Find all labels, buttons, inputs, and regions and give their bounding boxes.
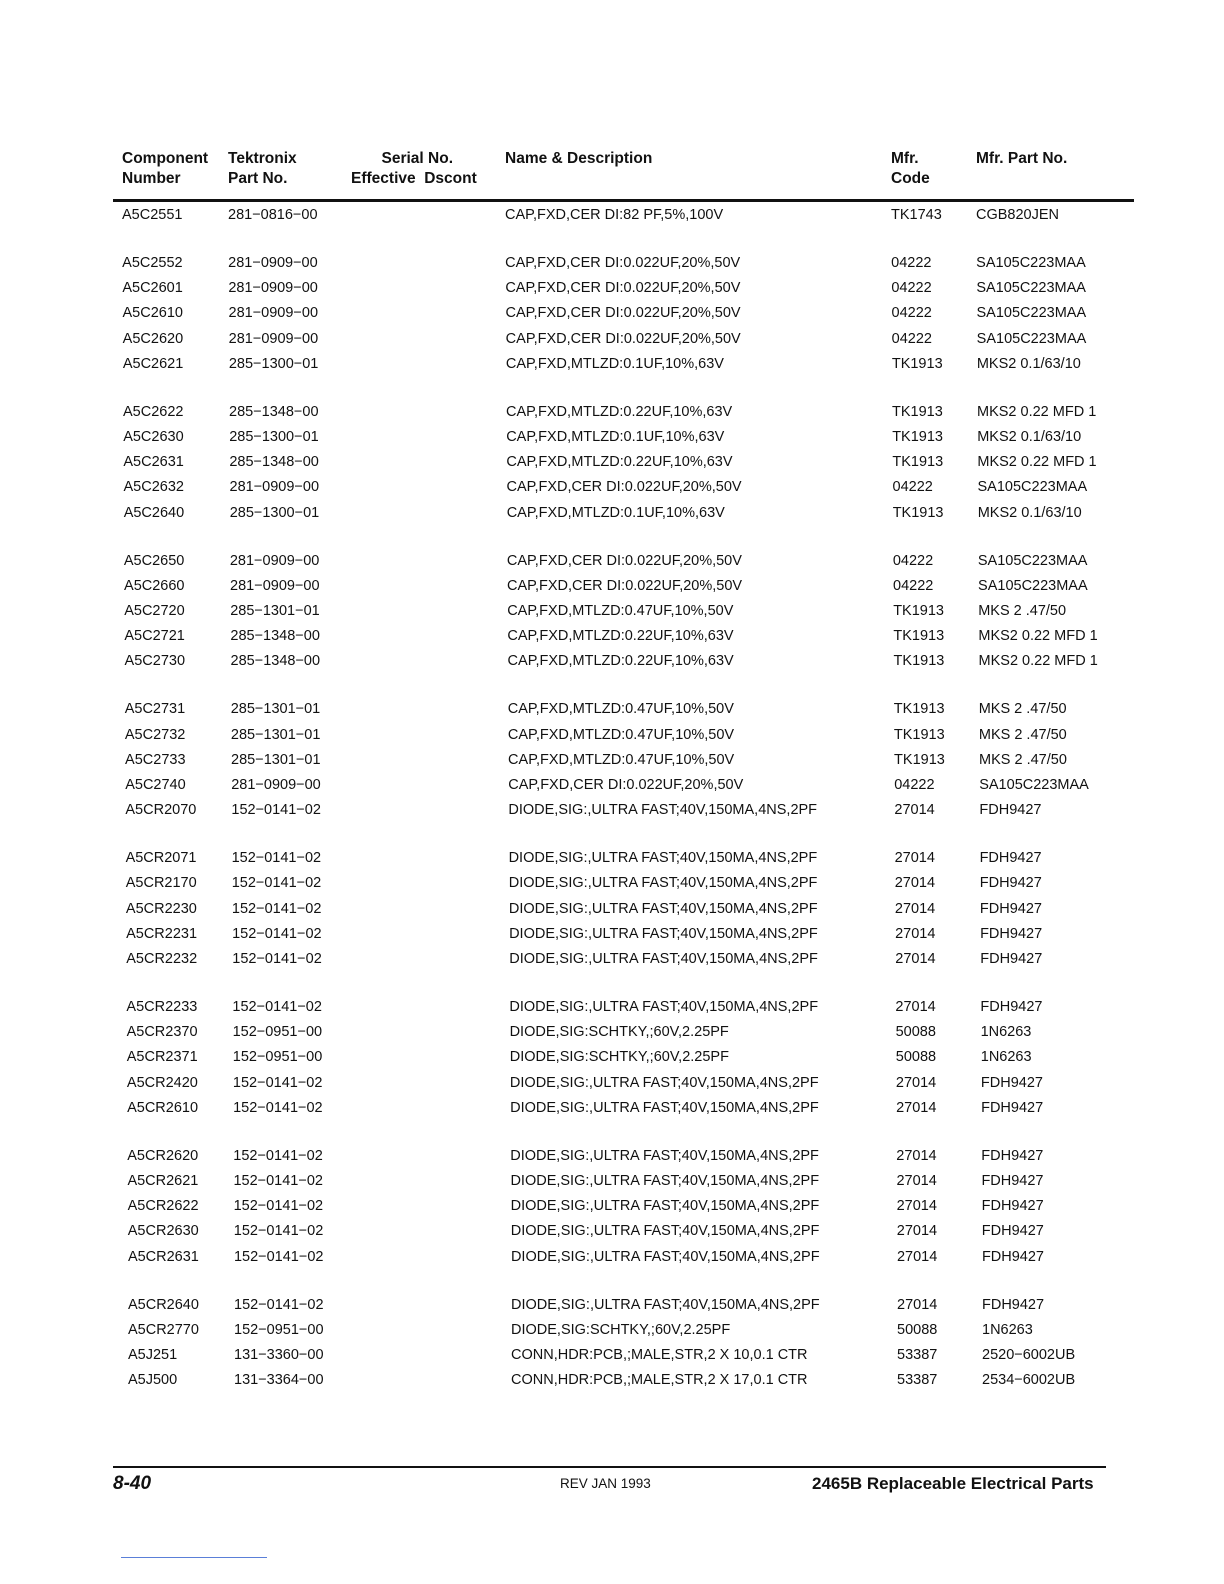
mfr-part-cell: MKS 2 .47/50 [978,726,1067,743]
component-number-cell: A5C2631 [123,454,184,471]
component-number-cell: A5C2632 [123,479,184,496]
description-cell: DIODE,SIG:,ULTRA FAST;40V,150MA,4NS,2PF [509,1074,819,1091]
header-divider [113,199,1134,202]
component-number-cell: A5CR2420 [126,1074,198,1091]
mfr-code-cell: 53387 [897,1347,938,1363]
component-number-cell: A5CR2071 [125,850,197,867]
component-number-cell: A5C2601 [122,280,183,297]
description-cell: DIODE,SIG:SCHTKY,;60V,2.25PF [509,1049,729,1066]
component-number-cell: A5C2721 [124,628,185,645]
component-number-cell: A5CR2232 [126,951,198,967]
mfr-code-cell: 04222 [892,552,934,569]
tektronix-part-cell: 152−0141−02 [231,875,322,892]
mfr-code-cell: 27014 [896,1173,937,1189]
header-tektronix-part-no: Tektronix Part No. [228,150,297,187]
mfr-code-cell: 27014 [896,1248,938,1265]
mfr-part-cell: 1N6263 [980,1024,1032,1041]
mfr-part-cell: MKS2 0.1/63/10 [977,429,1082,445]
tektronix-part-cell: 285−1348−00 [230,628,320,645]
mfr-part-cell: FDH9427 [980,999,1043,1015]
component-number-cell: A5J500 [128,1372,178,1389]
mfr-part-cell: 2520−6002UB [982,1347,1076,1363]
mfr-code-cell: 27014 [894,900,936,917]
table-header [122,149,1134,199]
tektronix-part-cell: 285−1300−01 [229,429,319,445]
component-number-cell: A5C2551 [122,207,183,223]
mfr-part-cell: SA105C223MAA [979,777,1089,793]
header-serial-no: Serial No. Effective Dscont [351,150,477,187]
description-cell: DIODE,SIG:,ULTRA FAST;40V,150MA,4NS,2PF [510,1147,819,1164]
mfr-code-cell: TK1913 [893,726,945,743]
description-cell: CAP,FXD,MTLZD:0.47UF,10%,50V [508,751,735,768]
footer-title: 2465B Replaceable Electrical Parts [812,1474,1094,1493]
mfr-part-cell: MKS 2 .47/50 [978,603,1067,619]
component-number-cell: A5C2730 [124,653,186,670]
mfr-code-cell: TK1913 [893,628,945,645]
description-cell: CAP,FXD,CER DI:0.022UF,20%,50V [506,552,742,569]
mfr-part-cell: SA105C223MAA [976,280,1086,297]
tektronix-part-cell: 285−1348−00 [229,403,319,420]
component-number-cell: A5CR2231 [126,925,198,942]
component-number-cell: A5C2650 [123,552,185,569]
component-number-cell: A5CR2070 [125,802,197,819]
header-mfr-code: Mfr. Code [891,150,930,187]
component-number-cell: A5C2621 [122,355,184,372]
mfr-part-cell: MKS2 0.1/63/10 [977,504,1082,521]
description-cell: CAP,FXD,CER DI:0.022UF,20%,50V [507,577,743,594]
tektronix-part-cell: 285−1301−01 [230,701,321,718]
component-number-cell: A5C2620 [122,330,184,347]
header-mfr-part-no: Mfr. Part No. [976,150,1068,167]
component-number-cell: A5CR2622 [127,1198,199,1215]
component-number-cell: A5CR2233 [126,999,198,1015]
mfr-code-cell: 04222 [891,305,932,322]
component-number-cell: A5CR2230 [125,900,197,917]
tektronix-part-cell: 281−0909−00 [230,577,320,594]
mfr-code-cell: 27014 [896,1147,937,1164]
component-number-cell: A5CR2621 [127,1173,199,1189]
mfr-code-cell: 04222 [891,280,932,297]
mfr-part-cell: MKS 2 .47/50 [978,701,1067,718]
description-cell: CAP,FXD,MTLZD:0.1UF,10%,63V [505,355,724,372]
mfr-part-cell: FDH9427 [982,1296,1045,1313]
tektronix-part-cell: 152−0141−02 [232,951,322,967]
mfr-code-cell: 50088 [895,1024,936,1041]
description-cell: CAP,FXD,MTLZD:0.47UF,10%,50V [507,701,734,718]
tektronix-part-cell: 152−0141−02 [233,1099,323,1116]
description-cell: CONN,HDR:PCB,;MALE,STR,2 X 10,0.1 CTR [511,1347,808,1363]
tektronix-part-cell: 281−0909−00 [229,552,320,569]
description-cell: CAP,FXD,CER DI:0.022UF,20%,50V [505,255,741,271]
tektronix-part-cell: 285−1348−00 [229,454,319,471]
tektronix-part-cell: 152−0141−02 [234,1296,324,1313]
mfr-code-cell: 04222 [892,479,933,496]
description-cell: CAP,FXD,MTLZD:0.47UF,10%,50V [507,726,735,743]
description-cell: DIODE,SIG:SCHTKY,;60V,2.25PF [511,1321,731,1338]
description-cell: DIODE,SIG:,ULTRA FAST;40V,150MA,4NS,2PF [511,1296,820,1313]
footnote-rule [121,1557,267,1558]
component-number-cell: A5CR2631 [127,1248,199,1265]
description-cell: DIODE,SIG:,ULTRA FAST;40V,150MA,4NS,2PF [509,951,818,967]
mfr-code-cell: 27014 [894,802,935,819]
mfr-part-cell: MKS2 0.1/63/10 [976,355,1081,372]
mfr-part-cell: FDH9427 [979,900,1042,917]
component-number-cell: A5C2733 [125,751,186,768]
tektronix-part-cell: 152−0141−02 [233,1223,324,1240]
component-number-cell: A5CR2770 [128,1321,199,1338]
tektronix-part-cell: 281−0909−00 [231,777,321,793]
description-cell: CAP,FXD,MTLZD:0.22UF,10%,63V [507,653,734,670]
tektronix-part-cell: 152−0141−02 [232,925,322,942]
component-number-cell: A5C2740 [125,777,186,793]
mfr-code-cell: 27014 [895,925,936,942]
mfr-code-cell: 27014 [894,850,935,867]
mfr-part-cell: 1N6263 [982,1321,1033,1338]
mfr-part-cell: FDH9427 [980,951,1043,967]
mfr-part-cell: MKS 2 .47/50 [979,751,1067,768]
header-component-number: Component Number [122,150,209,187]
mfr-part-cell: SA105C223MAA [976,305,1087,322]
mfr-code-cell: 04222 [894,777,935,793]
mfr-part-cell: MKS2 0.22 MFD 1 [977,454,1097,471]
tektronix-part-cell: 285−1300−01 [229,504,320,521]
mfr-code-cell: 27014 [897,1296,938,1313]
description-cell: CAP,FXD,CER DI:0.022UF,20%,50V [506,479,742,496]
component-number-cell: A5C2622 [123,403,184,420]
mfr-code-cell: TK1913 [893,603,944,619]
tektronix-part-cell: 152−0141−02 [233,1173,323,1189]
description-cell: DIODE,SIG:,ULTRA FAST;40V,150MA,4NS,2PF [510,1223,820,1240]
mfr-code-cell: 50088 [895,1049,937,1066]
component-number-cell: A5C2732 [124,726,186,743]
tektronix-part-cell: 285−1301−01 [231,751,321,768]
component-number-cell: A5CR2630 [127,1223,199,1240]
description-cell: DIODE,SIG:,ULTRA FAST;40V,150MA,4NS,2PF [508,850,818,867]
footer-page-number: 8-40 [113,1473,152,1494]
description-cell: DIODE,SIG:,ULTRA FAST;40V,150MA,4NS,2PF [510,1173,820,1189]
mfr-part-cell: FDH9427 [981,1147,1044,1164]
description-cell: CAP,FXD,CER DI:0.022UF,20%,50V [505,280,741,297]
mfr-part-cell: 2534−6002UB [982,1372,1076,1389]
description-cell: DIODE,SIG:,ULTRA FAST;40V,150MA,4NS,2PF [508,802,818,819]
mfr-code-cell: TK1913 [893,653,945,670]
component-number-cell: A5CR2371 [126,1049,198,1066]
component-number-cell: A5J251 [128,1347,178,1363]
mfr-part-cell: FDH9427 [981,1198,1044,1215]
description-cell: CAP,FXD,MTLZD:0.22UF,10%,63V [506,454,733,471]
description-cell: CAP,FXD,MTLZD:0.22UF,10%,63V [507,628,734,645]
mfr-part-cell: FDH9427 [980,1074,1043,1091]
tektronix-part-cell: 131−3360−00 [234,1347,324,1363]
component-number-cell: A5CR2640 [128,1296,199,1313]
component-number-cell: A5CR2610 [127,1099,199,1116]
mfr-code-cell: 53387 [897,1372,938,1389]
mfr-part-cell: FDH9427 [980,925,1043,942]
mfr-part-cell: CGB820JEN [976,207,1060,223]
mfr-code-cell: 27014 [894,875,936,892]
mfr-part-cell: FDH9427 [981,1248,1044,1265]
mfr-code-cell: TK1913 [894,751,945,768]
tektronix-part-cell: 152−0951−00 [232,1024,323,1041]
mfr-part-cell: SA105C223MAA [977,479,1088,496]
tektronix-part-cell: 285−1301−01 [230,726,321,743]
description-cell: CAP,FXD,CER DI:0.022UF,20%,50V [505,305,741,322]
mfr-code-cell: TK1913 [892,403,943,420]
component-number-cell: A5CR2370 [126,1024,198,1041]
tektronix-part-cell: 152−0951−00 [234,1321,324,1338]
component-number-cell: A5CR2170 [125,875,197,892]
component-number-cell: A5C2720 [124,603,185,619]
mfr-code-cell: TK1913 [891,355,943,372]
mfr-code-cell: 04222 [891,330,932,347]
mfr-code-cell: 27014 [895,1074,937,1091]
description-cell: DIODE,SIG:,ULTRA FAST;40V,150MA,4NS,2PF [509,999,819,1015]
tektronix-part-cell: 152−0141−02 [231,900,322,917]
description-cell: DIODE,SIG:,ULTRA FAST;40V,150MA,4NS,2PF [508,900,818,917]
tektronix-part-cell: 281−0909−00 [228,330,319,347]
description-cell: CAP,FXD,MTLZD:0.1UF,10%,63V [506,504,725,521]
description-cell: DIODE,SIG:,ULTRA FAST;40V,150MA,4NS,2PF [508,875,818,892]
mfr-part-cell: FDH9427 [981,1099,1044,1116]
mfr-code-cell: TK1913 [892,504,944,521]
tektronix-part-cell: 281−0909−00 [228,305,319,322]
component-number-cell: A5C2640 [123,504,185,521]
mfr-part-cell: 1N6263 [980,1049,1032,1066]
mfr-part-cell: MKS2 0.22 MFD 1 [978,628,1098,645]
tektronix-part-cell: 152−0951−00 [232,1049,323,1066]
description-cell: CAP,FXD,CER DI:0.022UF,20%,50V [508,777,744,793]
component-number-cell: A5CR2620 [127,1147,199,1164]
mfr-part-cell: FDH9427 [979,802,1042,819]
description-cell: DIODE,SIG:SCHTKY,;60V,2.25PF [509,1024,729,1041]
component-number-cell: A5C2731 [124,701,186,718]
description-cell: CONN,HDR:PCB,;MALE,STR,2 X 17,0.1 CTR [511,1372,808,1389]
tektronix-part-cell: 281−0816−00 [228,207,318,223]
mfr-code-cell: 27014 [895,951,936,967]
tektronix-part-cell: 281−0909−00 [228,280,318,297]
mfr-part-cell: FDH9427 [979,850,1042,867]
description-cell: CAP,FXD,CER DI:0.022UF,20%,50V [505,330,741,347]
mfr-code-cell: TK1913 [892,429,943,445]
mfr-part-cell: SA105C223MAA [976,255,1086,271]
description-cell: CAP,FXD,CER DI:82 PF,5%,100V [505,207,724,223]
mfr-part-cell: FDH9427 [981,1223,1044,1240]
mfr-code-cell: TK1743 [891,207,942,223]
mfr-code-cell: 04222 [891,255,932,271]
header-name-description: Name & Description [505,150,653,167]
mfr-part-cell: FDH9427 [981,1173,1044,1189]
mfr-part-cell: SA105C223MAA [977,552,1088,569]
tektronix-part-cell: 152−0141−02 [231,802,321,819]
description-cell: CAP,FXD,MTLZD:0.22UF,10%,63V [506,403,733,420]
mfr-code-cell: 27014 [895,999,936,1015]
tektronix-part-cell: 152−0141−02 [233,1198,324,1215]
mfr-code-cell: 27014 [896,1223,938,1240]
mfr-part-cell: MKS2 0.22 MFD 1 [978,653,1098,670]
tektronix-part-cell: 131−3364−00 [234,1372,324,1389]
mfr-part-cell: FDH9427 [979,875,1042,892]
description-cell: CAP,FXD,MTLZD:0.47UF,10%,50V [507,603,734,619]
description-cell: DIODE,SIG:,ULTRA FAST;40V,150MA,4NS,2PF [510,1099,819,1116]
mfr-part-cell: SA105C223MAA [978,577,1088,594]
mfr-part-cell: SA105C223MAA [976,330,1087,347]
tektronix-part-cell: 285−1301−01 [230,603,320,619]
tektronix-part-cell: 285−1300−01 [228,355,319,372]
description-cell: CAP,FXD,MTLZD:0.1UF,10%,63V [506,429,725,445]
description-cell: DIODE,SIG:,ULTRA FAST;40V,150MA,4NS,2PF [509,925,818,942]
component-number-cell: A5C2610 [122,305,183,322]
footer-divider [113,1466,1106,1468]
tektronix-part-cell: 152−0141−02 [232,1074,323,1091]
component-number-cell: A5C2552 [122,255,183,271]
tektronix-part-cell: 152−0141−02 [233,1147,323,1164]
tektronix-part-cell: 281−0909−00 [229,479,320,496]
tektronix-part-cell: 285−1348−00 [230,653,321,670]
mfr-code-cell: 50088 [897,1321,938,1338]
component-number-cell: A5C2660 [124,577,185,594]
footer-revision: REV JAN 1993 [560,1476,651,1491]
tektronix-part-cell: 152−0141−02 [231,850,322,867]
description-cell: DIODE,SIG:,ULTRA FAST;40V,150MA,4NS,2PF [510,1248,820,1265]
component-number-cell: A5C2630 [123,429,184,445]
mfr-code-cell: 27014 [896,1099,937,1116]
tektronix-part-cell: 152−0141−02 [233,1248,324,1265]
description-cell: DIODE,SIG:,ULTRA FAST;40V,150MA,4NS,2PF [510,1198,820,1215]
mfr-code-cell: TK1913 [892,454,944,471]
mfr-code-cell: 27014 [896,1198,937,1215]
mfr-part-cell: MKS2 0.22 MFD 1 [977,403,1097,420]
mfr-code-cell: 04222 [893,577,934,594]
tektronix-part-cell: 281−0909−00 [228,255,318,271]
mfr-code-cell: TK1913 [893,701,945,718]
tektronix-part-cell: 152−0141−02 [232,999,322,1015]
